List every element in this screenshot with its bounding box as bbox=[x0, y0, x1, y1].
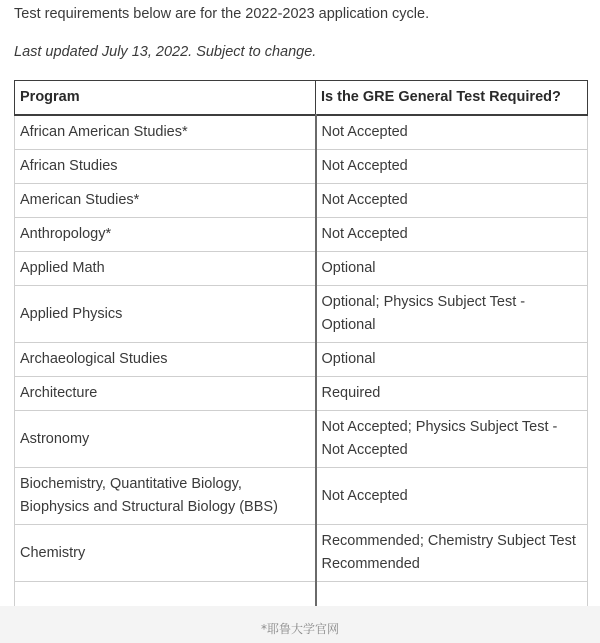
table-row bbox=[15, 115, 588, 150]
requirement-cell: Not Accepted bbox=[316, 115, 588, 150]
requirement-cell: Not Accepted bbox=[316, 468, 588, 525]
requirement-cell: Optional bbox=[316, 343, 588, 377]
program-cell: Architecture bbox=[15, 377, 316, 411]
program-cell: Chemistry bbox=[15, 525, 316, 582]
requirement-cell: Recommended; Chemistry Subject Test Recommended bbox=[316, 525, 588, 582]
requirement-cell: Optional bbox=[316, 252, 588, 286]
program-cell: Astronomy bbox=[15, 411, 316, 468]
program-cell: Anthropology* bbox=[15, 218, 316, 252]
program-cell: Applied Math bbox=[15, 252, 316, 286]
table-row bbox=[15, 411, 588, 468]
program-cell: Applied Physics bbox=[15, 286, 316, 343]
table-row bbox=[15, 468, 588, 525]
requirement-cell bbox=[316, 582, 588, 607]
table-row bbox=[15, 150, 588, 184]
requirement-cell: Optional; Physics Subject Test - Optional bbox=[316, 286, 588, 343]
program-cell: American Studies* bbox=[15, 184, 316, 218]
requirement-cell: Not Accepted bbox=[316, 150, 588, 184]
table-row bbox=[15, 184, 588, 218]
requirement-cell: Not Accepted bbox=[316, 218, 588, 252]
source-caption: *耶鲁大学官网 bbox=[260, 622, 339, 636]
cycle-note: Test requirements below are for the 2022-2023 application cycle. bbox=[14, 6, 430, 22]
table-header-row bbox=[15, 81, 588, 116]
gre-requirements-table bbox=[14, 80, 588, 606]
table-row bbox=[15, 218, 588, 252]
program-cell bbox=[15, 582, 316, 607]
header-gre-required: Is the GRE General Test Required? bbox=[316, 81, 588, 116]
table-row bbox=[15, 582, 588, 607]
table-row bbox=[15, 252, 588, 286]
program-cell: Archaeological Studies bbox=[15, 343, 316, 377]
table-row bbox=[15, 286, 588, 343]
program-cell: African Studies bbox=[15, 150, 316, 184]
requirement-cell: Not Accepted bbox=[316, 184, 588, 218]
requirement-cell: Required bbox=[316, 377, 588, 411]
table-row bbox=[15, 525, 588, 582]
requirement-cell: Not Accepted; Physics Subject Test - Not Accepted bbox=[316, 411, 588, 468]
table-row bbox=[15, 343, 588, 377]
program-cell: Biochemistry, Quantitative Biology, Biophysics and Structural Biology (BBS) bbox=[15, 468, 316, 525]
header-program: Program bbox=[15, 81, 316, 116]
program-cell: African American Studies* bbox=[15, 115, 316, 150]
caption-bar bbox=[0, 606, 600, 643]
last-updated-note: Last updated July 13, 2022. Subject to change. bbox=[14, 44, 317, 60]
table-row bbox=[15, 377, 588, 411]
